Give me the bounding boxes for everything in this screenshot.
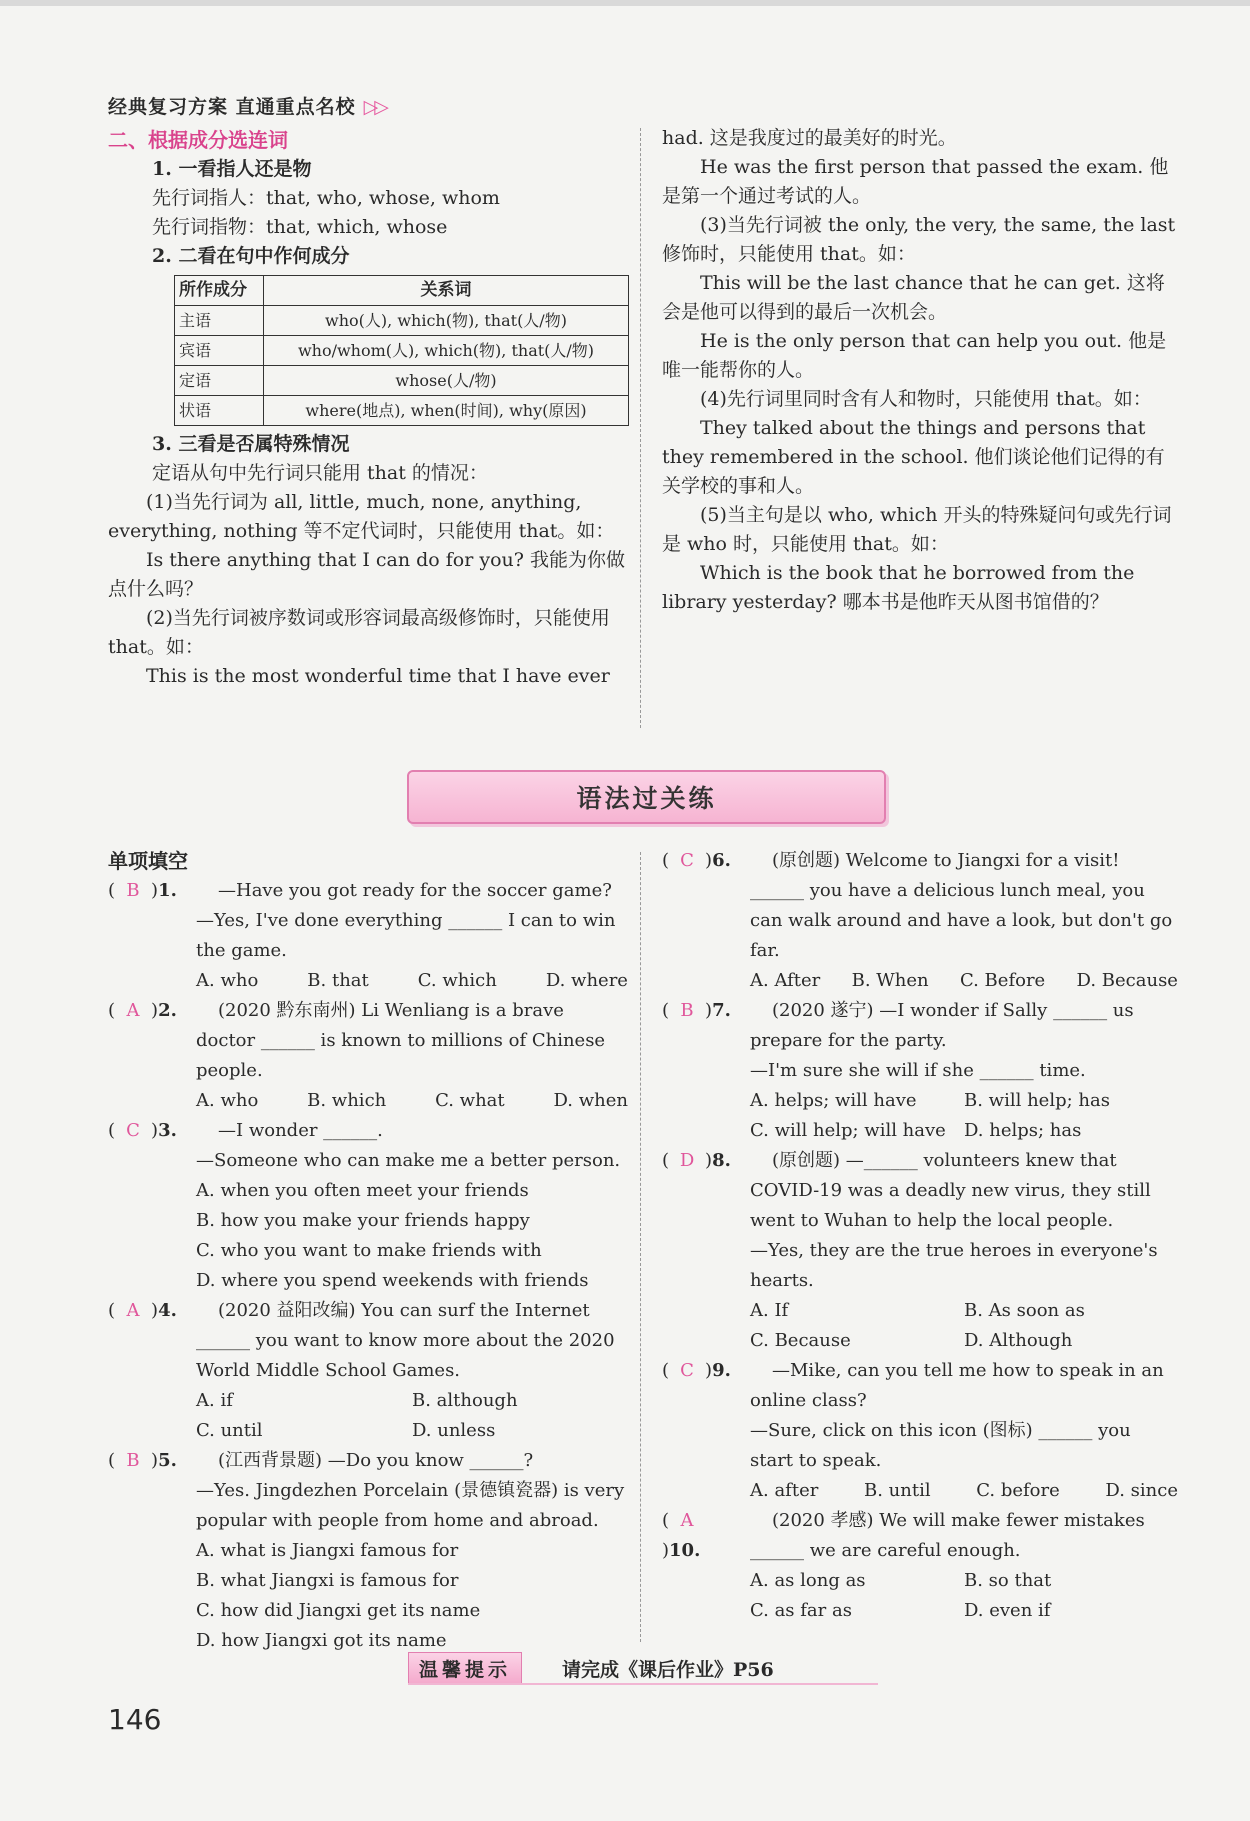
case-2-example-cont: had. 这是我度过的最美好的时光。 [662,127,957,149]
option-item: A. helps; will have [750,1090,917,1111]
option-item: C. what [435,1090,505,1111]
case-2: (2)当先行词被序数词或形容词最高级修饰时，只能使用 that。如： [108,607,610,658]
answer-letter: B [126,880,140,901]
answer-letter: A [126,1300,140,1321]
answer-letter: D [679,1150,695,1171]
option-item: D. Because [1076,970,1178,991]
step-3: 3. 三看是否属特殊情况 [152,433,350,455]
option-list [196,966,628,996]
tip-text: 请完成《课后作业》P56 [562,1658,774,1681]
option-item: C. will help; will have [750,1120,946,1141]
table-header-row [175,276,629,306]
top-edge [0,0,1250,6]
right-column [662,124,1178,617]
case-1-example: Is there anything that I can do for you? 我能为你做点什么吗？ [108,549,625,600]
question-text: (2020 遂宁) —I wonder if Sally ______ us prepare for the party. [750,1000,1134,1051]
question-item [108,1116,628,1296]
question-text: —Have you got ready for the soccer game? [218,880,612,901]
question-number: 9. [712,1360,731,1381]
option-item: D. where you spend weekends with friends [196,1270,589,1291]
table-cell: who/whom(人), which(物), that(人/物) [264,336,629,366]
answer-letter: B [680,1000,694,1021]
question-number: 5. [158,1450,177,1471]
table-cell: 定语 [175,366,264,396]
option-item: A. as long as [750,1570,866,1591]
question-text: (原创题) Welcome to Jiangxi for a visit! ______ you have a delicious lunch meal, you can walk around and have a look, but don't go far. [750,850,1173,961]
table-cell: who(人), which(物), that(人/物) [264,306,629,336]
case-2-example: This is the most wonderful time that I have ever [146,665,610,687]
table-cell: 状语 [175,396,264,426]
option-item: B. that [307,970,369,991]
option-item: A. what is Jiangxi famous for [196,1540,459,1561]
question-text: —I'm sure she will if she ______ time. [750,1060,1086,1081]
question-text: (江西背景题) —Do you know ______? [218,1450,534,1471]
option-item: A. who [196,970,259,991]
answer-letter: A [680,1510,694,1531]
option-item: B. When [851,970,929,991]
option-list [750,1476,1178,1506]
table-cell: 宾语 [175,336,264,366]
case-1: (1)当先行词为 all, little, much, none, anything, everything, nothing 等不定代词时，只能使用 that。如： [108,491,615,542]
column-divider-2 [640,852,641,1642]
option-list [196,1536,628,1656]
exercise-right [662,846,1178,1626]
option-list [196,1086,628,1116]
option-list [196,1386,628,1446]
exercise-left [108,846,628,1656]
option-item: B. how you make your friends happy [196,1210,530,1231]
answer-slot: ( B )5. [108,1446,188,1476]
option-list [196,1176,628,1296]
answer-letter: C [126,1120,140,1141]
table-row [175,336,629,366]
case-5: (5)当主句是以 who, which 开头的特殊疑问句或先行词是 who 时，只能使用 that。如： [662,504,1172,555]
option-item: C. which [417,970,497,991]
answer-slot: ( A )2. [108,996,188,1026]
table-cell: whose(人/物) [264,366,629,396]
option-list [750,1296,1178,1356]
table-cell: 主语 [175,306,264,336]
option-item: A. after [750,1480,819,1501]
option-item: C. until [196,1420,263,1441]
step-1-people: 先行词指人：that, who, whose, whom [152,187,500,209]
option-item: D. where [545,970,628,991]
answer-slot: ( B )7. [662,996,742,1026]
question-list [108,876,628,1656]
question-number: 7. [712,1000,731,1021]
answer-slot: ( A)10. [662,1506,742,1566]
header-title: 经典复习方案 直通重点名校 [108,96,356,118]
option-item: A. If [750,1300,789,1321]
question-text: (2020 益阳改编) You can surf the Internet ______ you want to know more about the 2020 World Middle School Games. [196,1300,615,1381]
answer-letter: C [680,1360,694,1381]
option-item: B. will help; has [964,1090,1110,1111]
option-item: C. Before [959,970,1046,991]
question-text: —Yes. Jingdezhen Porcelain (景德镇瓷器) is very popular with people from home and abroad. [196,1480,625,1531]
question-item [108,996,628,1116]
answer-slot: ( C )3. [108,1116,188,1146]
case-4: (4)先行词里同时含有人和物时，只能使用 that。如： [700,388,1152,410]
header-arrows-icon: ▷▷ [363,96,385,118]
option-list [750,1086,1178,1146]
question-item [108,1296,628,1446]
table-row [175,396,629,426]
question-text: (2020 孝感) We will make fewer mistakes ______ we are careful enough. [750,1510,1145,1561]
question-text: (原创题) —______ volunteers knew that COVID-19 was a deadly new virus, they still went to Wuhan to help the local people. [750,1150,1151,1231]
tip-label: 温馨提示 [408,1652,522,1685]
question-text: —Someone who can make me a better person. [196,1150,621,1171]
question-item [662,1356,1178,1506]
page-header [108,92,385,119]
option-item: D. even if [964,1600,1051,1621]
section-banner: 语法过关练 [407,770,886,824]
question-text: —Yes, I've done everything ______ I can to win the game. [196,910,616,961]
step-1: 1. 一看指人还是物 [152,158,312,180]
option-list [750,966,1178,996]
option-item: C. as far as [750,1600,852,1621]
answer-slot: ( C )9. [662,1356,742,1386]
option-item: A. who [196,1090,259,1111]
answer-slot: ( C )6. [662,846,742,876]
question-item [662,996,1178,1146]
question-item [662,846,1178,996]
option-item: B. which [307,1090,387,1111]
answer-slot: ( B )1. [108,876,188,906]
table-row [175,306,629,336]
option-item: B. what Jiangxi is famous for [196,1570,459,1591]
step-2: 2. 二看在句中作何成分 [152,245,350,267]
answer-letter: C [680,850,694,871]
question-item [662,1506,1178,1626]
option-item: C. who you want to make friends with [196,1240,542,1261]
table-cell: where(地点), when(时间), why(原因) [264,396,629,426]
question-number: 3. [158,1120,177,1141]
option-item: C. before [976,1480,1060,1501]
option-item: D. since [1105,1480,1178,1501]
case-5-example: Which is the book that he borrowed from the library yesterday? 哪本书是他昨天从图书馆借的？ [662,562,1135,613]
column-divider [640,128,641,728]
left-column [108,126,628,691]
step-1-things: 先行词指物：that, which, whose [152,216,448,238]
question-text: —I wonder ______. [218,1120,383,1141]
option-item: D. Although [964,1330,1073,1351]
option-item: C. Because [750,1330,851,1351]
case-3-example-1: This will be the last chance that he can get. 这将会是他可以得到的最后一次机会。 [662,272,1165,323]
question-list [662,846,1178,1626]
question-number: 8. [712,1150,731,1171]
question-number: 2. [158,1000,177,1021]
option-item: B. until [863,1480,931,1501]
table-header-cell: 关系词 [264,276,629,306]
answer-slot: ( D )8. [662,1146,742,1176]
case-3-example-2: He is the only person that can help you out. 他是唯一能帮你的人。 [662,330,1167,381]
option-item: A. if [196,1390,233,1411]
option-item: B. so that [964,1570,1052,1591]
relative-word-table [174,275,629,426]
question-text: —Yes, they are the true heroes in everyone's hearts. [750,1240,1158,1291]
case-2-example-2: He was the first person that passed the exam. 他是第一个通过考试的人。 [662,156,1169,207]
question-number: 10. [669,1540,701,1561]
option-item: B. although [412,1390,518,1411]
question-text: (2020 黔东南州) Li Wenliang is a brave doctor ______ is known to millions of Chinese people. [196,1000,606,1081]
answer-letter: A [126,1000,140,1021]
option-item: A. when you often meet your friends [196,1180,529,1201]
question-number: 6. [712,850,731,871]
footer-tip [408,1652,878,1684]
option-item: B. As soon as [964,1300,1085,1321]
question-item [662,1146,1178,1356]
table-row [175,366,629,396]
option-item: D. helps; has [964,1120,1082,1141]
option-item: D. how Jiangxi got its name [196,1630,447,1651]
answer-slot: ( A )4. [108,1296,188,1326]
question-text: —Sure, click on this icon (图标) ______ you start to speak. [750,1420,1131,1471]
exercise-title: 单项填空 [108,849,188,873]
question-number: 4. [158,1300,177,1321]
question-text: —Mike, can you tell me how to speak in an online class? [750,1360,1164,1411]
answer-letter: B [126,1450,140,1471]
table-header-cell: 所作成分 [175,276,264,306]
page-number: 146 [108,1703,162,1736]
question-item [108,1446,628,1656]
option-item: D. when [553,1090,628,1111]
option-item: C. how did Jiangxi get its name [196,1600,481,1621]
option-item: D. unless [412,1420,496,1441]
option-list [750,1566,1178,1626]
step-3-intro: 定语从句中先行词只能用 that 的情况： [152,462,488,484]
question-item [108,876,628,996]
tip-underline [408,1683,878,1685]
section-title: 二、根据成分选连词 [108,128,288,152]
option-item: A. After [750,970,821,991]
case-4-example: They talked about the things and persons that they remembered in the school. 他们谈论他们记得的有关学校的事和人。 [662,417,1165,497]
question-number: 1. [158,880,177,901]
case-3: (3)当先行词被 the only, the very, the same, the last 修饰时，只能使用 that。如： [662,214,1176,265]
